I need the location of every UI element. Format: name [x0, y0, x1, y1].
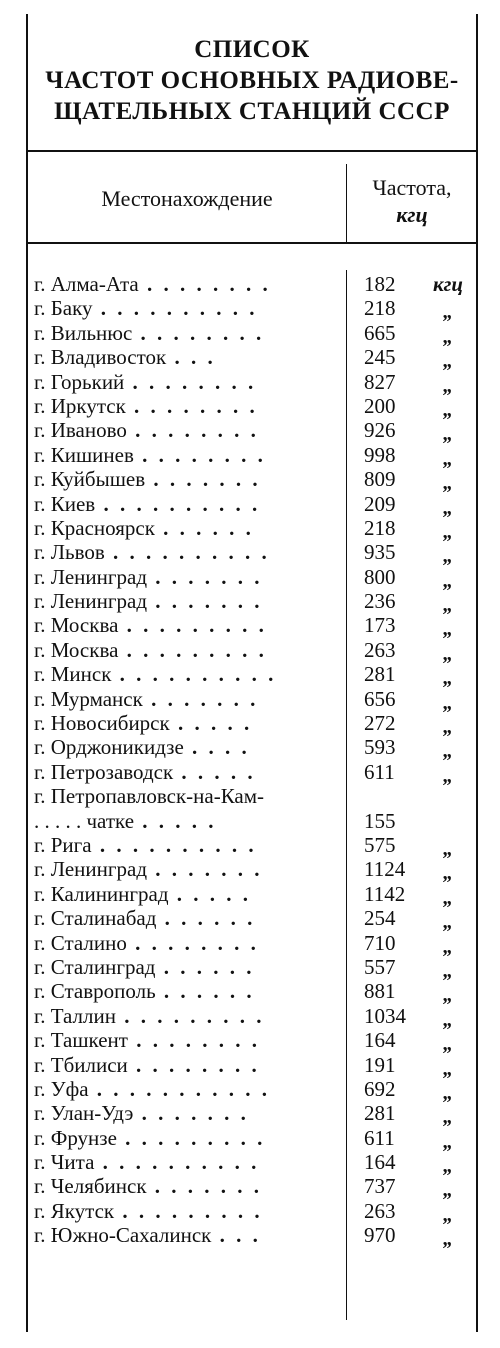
table-row: [28, 1003, 476, 1031]
station-frequency: 245: [364, 345, 396, 370]
station-city: г. Кишинев: [34, 442, 134, 467]
station-frequency: 209: [364, 491, 396, 516]
ditto-mark: „: [443, 959, 453, 982]
station-location: [34, 492, 340, 516]
ditto-mark: „: [443, 716, 453, 739]
ditto-mark: „: [443, 374, 453, 397]
table-row: [28, 637, 476, 665]
leader-dots: . . . . . . .: [145, 467, 261, 492]
title-line-3: ЩАТЕЛЬНЫХ СТАНЦИЙ СССР: [54, 98, 450, 125]
table-row: [28, 272, 476, 296]
table-row: [28, 613, 476, 641]
ditto-mark: „: [443, 1008, 453, 1031]
station-city: г. Ташкент: [34, 1028, 128, 1053]
table-row: [28, 881, 476, 909]
ditto-mark: „: [443, 398, 453, 421]
station-frequency: 926: [364, 418, 396, 443]
ditto-mark: „: [443, 618, 453, 641]
leader-dots: . . . . . . . . . .: [111, 662, 277, 687]
ditto-mark: „: [443, 1228, 453, 1251]
leader-dots: . . . . . .: [156, 906, 256, 931]
table-row: [28, 784, 476, 808]
station-location: [34, 1053, 340, 1077]
station-frequency: 263: [364, 637, 396, 662]
station-frequency: 935: [364, 540, 396, 565]
table-frame: [26, 14, 478, 1332]
page-title: [28, 34, 476, 127]
station-location: [34, 857, 340, 881]
station-location: [34, 1150, 340, 1174]
station-frequency: 692: [364, 1076, 396, 1101]
station-location: [34, 882, 340, 906]
leader-dots: . . . . . . . .: [127, 1028, 260, 1053]
table-row: [28, 662, 476, 690]
leader-dots: . . . . . . . .: [126, 418, 259, 443]
leader-dots: . . . . . . .: [147, 589, 263, 614]
ditto-mark: „: [443, 496, 453, 519]
station-location: [34, 1028, 340, 1052]
leader-dots: . . . .: [183, 735, 250, 760]
station-location: [34, 613, 340, 637]
station-frequency: 272: [364, 711, 396, 736]
station-frequency: 998: [364, 442, 396, 467]
table-row: [28, 540, 476, 568]
leader-dots: . . . . . . . .: [125, 393, 258, 418]
table-row: [28, 589, 476, 617]
ditto-mark: „: [443, 1106, 453, 1129]
station-city: г. Львов: [34, 540, 105, 565]
leader-dots: . . .: [166, 345, 216, 370]
leader-dots: . . . . . . . . .: [116, 1125, 266, 1150]
station-frequency: 827: [364, 369, 396, 394]
station-frequency: 611: [364, 1125, 395, 1150]
leader-dots: . . . . . . .: [146, 1174, 263, 1199]
station-location: [34, 565, 340, 589]
station-city: г. Москва: [34, 613, 119, 638]
station-frequency: 1124: [364, 857, 406, 882]
station-city: г. Горький: [34, 369, 125, 394]
ditto-mark: „: [443, 911, 453, 934]
table-row: [28, 906, 476, 934]
leader-dots: . . . . . . .: [147, 564, 263, 589]
table-row: [28, 759, 476, 787]
table-row: [28, 515, 476, 543]
frequency-header-label: Частота,: [372, 175, 452, 200]
table-row: [28, 345, 476, 373]
column-header-location: Местонахождение: [101, 186, 273, 211]
station-location: [34, 1101, 340, 1125]
station-location: [34, 394, 340, 418]
station-location: [34, 955, 340, 979]
station-frequency: 191: [364, 1052, 396, 1077]
station-frequency: 182: [364, 272, 396, 296]
station-city: г. Минск: [34, 662, 112, 687]
station-location: [34, 979, 340, 1003]
leader-dots: . . . . . . . .: [127, 1052, 260, 1077]
table-row: [28, 930, 476, 958]
title-line-2: ЧАСТОТ ОСНОВНЫХ РАДИОВЕ-: [45, 67, 459, 94]
leader-dots: . . . . .: [173, 759, 256, 784]
header-top-rule: [28, 150, 476, 152]
station-frequency: 281: [364, 1101, 396, 1126]
station-location: [34, 906, 340, 930]
station-city: г. Иркутск: [34, 393, 126, 418]
station-city: г. Петрозаводск: [34, 759, 174, 784]
leader-dots: . . . . . .: [155, 954, 255, 979]
station-frequency: 218: [364, 515, 396, 540]
station-frequency: 970: [364, 1223, 396, 1248]
table-row: [28, 369, 476, 397]
table-row: [28, 832, 476, 860]
table-row: [28, 1028, 476, 1056]
ditto-mark: „: [443, 862, 453, 885]
station-city: г. Сталинград: [34, 954, 156, 979]
station-frequency: 200: [364, 393, 396, 418]
table-row: [28, 809, 476, 833]
table-row: [28, 954, 476, 982]
leader-dots: . . . . . . . . . .: [91, 832, 257, 857]
ditto-mark: „: [443, 520, 453, 543]
station-frequency: 155: [364, 808, 396, 833]
station-city: г. Чита: [34, 1150, 95, 1175]
ditto-mark: „: [443, 594, 453, 617]
leader-dots: . . . . . . . . . . .: [88, 1076, 271, 1101]
ditto-mark: „: [443, 545, 453, 568]
leader-dots: . . . . . . . . . .: [94, 1150, 260, 1175]
ditto-mark: „: [443, 764, 453, 787]
leader-dots: . . . . . . . . . .: [104, 540, 270, 565]
station-location: [34, 687, 340, 711]
station-city: г. Вильнюс: [34, 320, 133, 345]
station-city: г. Баку: [34, 296, 93, 321]
station-city: г. Ленинград: [34, 857, 147, 882]
station-location: [34, 296, 340, 320]
leader-dots: . . . . . . .: [133, 1101, 249, 1126]
station-city: г. Фрунзе: [34, 1125, 117, 1150]
ditto-mark: „: [443, 1081, 453, 1104]
table-row: [28, 686, 476, 714]
station-location: [34, 1174, 340, 1198]
ditto-mark: „: [443, 423, 453, 446]
leader-dots: . . . . . . . .: [124, 369, 257, 394]
station-city: г. Алма-Ата: [34, 272, 139, 296]
station-location: [34, 931, 340, 955]
station-city: г. Владивосток: [34, 345, 167, 370]
ditto-mark: „: [443, 325, 453, 348]
station-location: [34, 321, 340, 345]
station-city: г. Ленинград: [34, 589, 147, 614]
table-row: [28, 1198, 476, 1226]
table-row: [28, 296, 476, 324]
station-frequency: 164: [364, 1150, 396, 1175]
table-row: [28, 467, 476, 495]
station-frequency: 881: [364, 979, 396, 1004]
station-location: [34, 443, 340, 467]
station-city: г. Иваново: [34, 418, 127, 443]
station-frequency: 809: [364, 467, 396, 492]
station-frequency: 665: [364, 320, 396, 345]
table-row: [28, 1052, 476, 1080]
station-city: г. Уфа: [34, 1076, 89, 1101]
station-frequency: 263: [364, 1198, 396, 1223]
leader-dots: . . . . . . .: [142, 686, 259, 711]
leader-dots: . . . . . . . . . .: [95, 491, 261, 516]
station-location: [34, 784, 340, 808]
leader-dots: . . . . . .: [155, 979, 255, 1004]
station-frequency: 236: [364, 589, 396, 614]
frequency-header-unit: кгц: [396, 202, 428, 227]
leader-dots: . . . . . . . .: [133, 442, 266, 467]
table-row: [28, 442, 476, 470]
station-city: г. Киев: [34, 491, 96, 516]
table-row: [28, 1174, 476, 1202]
leader-dots: . . . . . .: [154, 515, 254, 540]
ditto-mark: „: [443, 1057, 453, 1080]
leader-dots: . . . . . . . .: [132, 320, 265, 345]
leader-dots: . . . . .: [134, 808, 217, 833]
ditto-mark: „: [443, 472, 453, 495]
station-city: г. Красноярск: [34, 515, 155, 540]
station-city: г. Калининград: [34, 881, 169, 906]
station-city: г. Петропавловск-на-Кам-: [34, 784, 265, 809]
ditto-mark: „: [443, 984, 453, 1007]
station-location: [34, 1199, 340, 1223]
station-city: г. Якутск: [34, 1198, 115, 1223]
station-location: [34, 418, 340, 442]
table-row: [28, 1125, 476, 1153]
station-frequency: 800: [364, 564, 396, 589]
table-row: [28, 979, 476, 1007]
station-frequency: 1034: [364, 1003, 406, 1028]
station-frequency: 593: [364, 735, 396, 760]
station-location: [34, 516, 340, 540]
frequency-unit: кгц: [432, 272, 464, 296]
ditto-mark: „: [443, 691, 453, 714]
station-city: г. Челябинск: [34, 1174, 147, 1199]
station-location: [34, 540, 340, 564]
station-city: г. Новосибирск: [34, 711, 170, 736]
leader-dots: . . . . . . . .: [138, 272, 271, 296]
station-location: [34, 638, 340, 662]
station-location: [34, 589, 340, 613]
station-city: г. Тбилиси: [34, 1052, 128, 1077]
table-row: [28, 857, 476, 885]
station-location: [34, 370, 340, 394]
station-frequency: 218: [364, 296, 396, 321]
station-city: г. Ленинград: [34, 564, 147, 589]
table-row: [28, 393, 476, 421]
table-row: [28, 320, 476, 348]
station-city: г. Улан-Удэ: [34, 1101, 134, 1126]
station-city: г. Южно-Сахалинск: [34, 1223, 212, 1248]
station-city: г. Сталино: [34, 930, 127, 955]
leader-dots: . . . . . . . .: [126, 930, 259, 955]
header-bottom-rule: [28, 242, 476, 244]
ditto-mark: „: [443, 1155, 453, 1178]
station-city: г. Орджоникидзе: [34, 735, 184, 760]
station-frequency: 281: [364, 662, 396, 687]
ditto-mark: „: [443, 642, 453, 665]
table-row: [28, 1101, 476, 1129]
station-location: [34, 272, 340, 296]
table-row: [28, 491, 476, 519]
leader-dots: . . . . . . . . . .: [92, 296, 258, 321]
table-row: [28, 1150, 476, 1178]
ditto-mark: „: [443, 1130, 453, 1153]
station-frequency: 575: [364, 832, 396, 857]
ditto-mark: „: [443, 1179, 453, 1202]
ditto-mark: „: [443, 1203, 453, 1226]
leader-dots: . . . . . . . . .: [116, 1003, 265, 1028]
leader-dots: . . . . .: [169, 711, 253, 736]
table-row: [28, 1223, 476, 1251]
station-location: [34, 1126, 340, 1150]
leader-dots: . . . . . . . . .: [118, 637, 267, 662]
station-location: [34, 760, 340, 784]
station-location: [34, 467, 340, 491]
station-frequency: 1142: [364, 881, 406, 906]
station-city: г. Рига: [34, 832, 92, 857]
station-location: [34, 1004, 340, 1028]
station-list: [28, 272, 476, 1251]
ditto-mark: „: [443, 1033, 453, 1056]
table-row: [28, 1076, 476, 1104]
station-frequency: 164: [364, 1028, 396, 1053]
station-city: . . . . . чатке: [34, 808, 135, 833]
station-location: [34, 833, 340, 857]
ditto-mark: „: [443, 935, 453, 958]
leader-dots: . . . . . . . . .: [118, 613, 267, 638]
station-location: [34, 345, 340, 369]
ditto-mark: „: [443, 667, 453, 690]
title-line-1: СПИСОК: [194, 36, 310, 63]
table-row: [28, 735, 476, 763]
ditto-mark: „: [443, 569, 453, 592]
table-row: [28, 564, 476, 592]
ditto-mark: „: [443, 350, 453, 373]
table-row: [28, 418, 476, 446]
column-header-frequency: [348, 174, 476, 228]
station-frequency: 611: [364, 759, 395, 784]
station-frequency: 710: [364, 930, 396, 955]
leader-dots: . . . . . . .: [147, 857, 263, 882]
station-frequency: 737: [364, 1174, 396, 1199]
station-city: г. Мурманск: [34, 686, 143, 711]
leader-dots: . . . . . . . . .: [114, 1198, 263, 1223]
leader-dots: . . .: [211, 1223, 261, 1248]
station-frequency: 254: [364, 906, 396, 931]
table-row: [28, 711, 476, 739]
station-frequency: 656: [364, 686, 396, 711]
station-location: [34, 809, 340, 833]
station-location: [34, 1077, 340, 1101]
station-city: г. Ставрополь: [34, 979, 156, 1004]
ditto-mark: „: [443, 447, 453, 470]
station-location: [34, 735, 340, 759]
station-location: [34, 711, 340, 735]
station-location: [34, 1223, 340, 1247]
station-city: г. Сталинабад: [34, 906, 157, 931]
header-column-divider: [346, 164, 347, 244]
ditto-mark: „: [443, 886, 453, 909]
station-city: г. Таллин: [34, 1003, 116, 1028]
ditto-mark: „: [443, 837, 453, 860]
station-city: г. Куйбышев: [34, 467, 146, 492]
ditto-mark: „: [443, 740, 453, 763]
station-location: [34, 662, 340, 686]
leader-dots: . . . . .: [168, 881, 252, 906]
station-city: г. Москва: [34, 637, 119, 662]
station-frequency: 557: [364, 954, 396, 979]
ditto-mark: „: [443, 301, 453, 324]
station-frequency: 173: [364, 613, 396, 638]
